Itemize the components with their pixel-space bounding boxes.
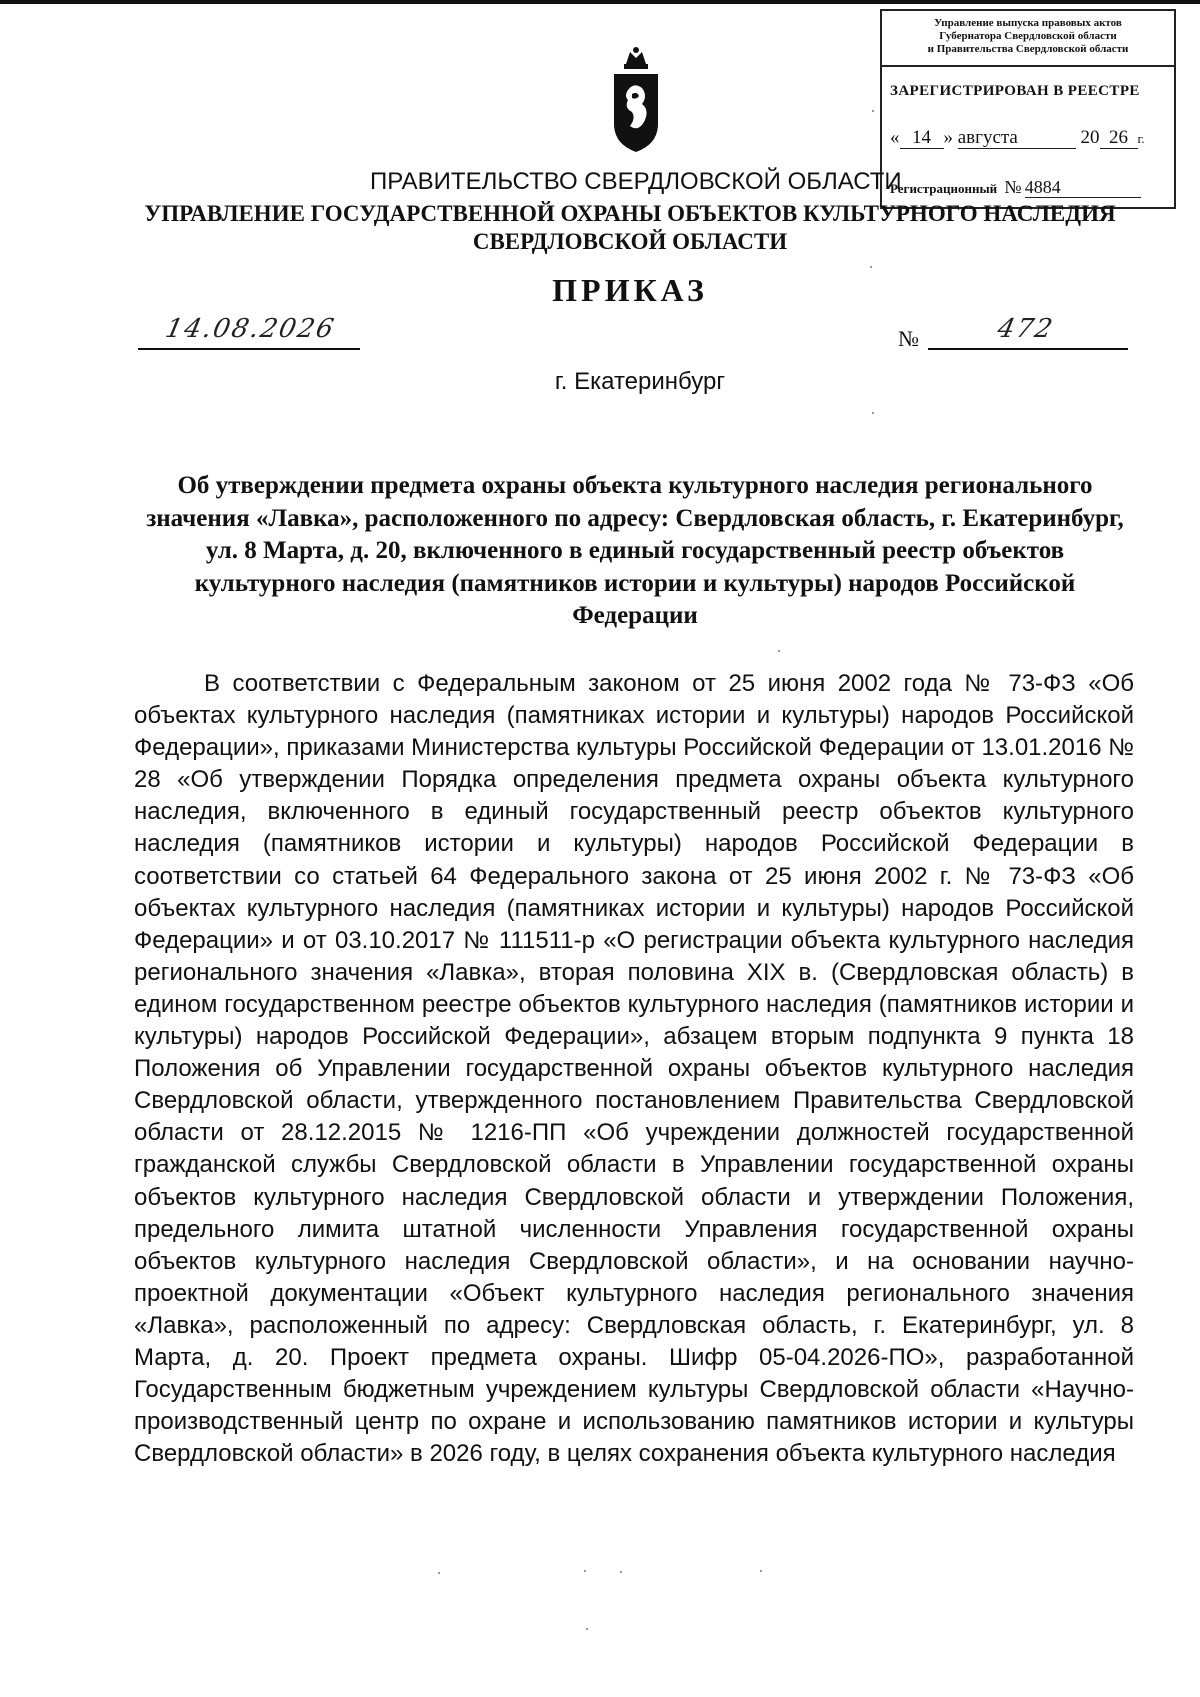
scan-speck <box>778 650 780 652</box>
government-name: ПРАВИТЕЛЬСТВО СВЕРДЛОВСКОЙ ОБЛАСТИ <box>370 168 902 195</box>
order-number-label: № <box>898 326 919 351</box>
registration-title: ЗАРЕГИСТРИРОВАН В РЕЕСТРЕ <box>890 83 1140 99</box>
scan-speck <box>620 1571 622 1573</box>
scan-speck <box>586 1628 588 1630</box>
coat-of-arms-icon <box>604 46 668 156</box>
quote-mark: » <box>943 127 953 148</box>
registration-year-suffix: 26 <box>1100 128 1138 149</box>
registration-number-row <box>890 177 1141 198</box>
city: г. Екатеринбург <box>554 368 726 395</box>
registration-date <box>890 127 1145 149</box>
department-line: СВЕРДЛОВСКОЙ ОБЛАСТИ <box>472 229 788 254</box>
scan-speck <box>438 1572 440 1574</box>
registration-number-label: Регистрационный <box>890 181 998 196</box>
scan-speck <box>760 1570 762 1572</box>
registration-stamp <box>880 9 1176 209</box>
registration-number: 4884 <box>1025 177 1141 198</box>
order-date-handwritten: 14.08.2026 <box>162 314 339 344</box>
order-number-handwritten: 472 <box>994 314 1057 344</box>
body-paragraph: В соответствии с Федеральным законом от 25 июня 2002 года № 73-ФЗ «Об объектах культурного наследия (памятниках истории и культуры) народов Российской Федерации», приказами Министерства культуры Российской Федерации от 13.01.2016 № 28 «Об утверждении Порядка определения предмета охраны объекта культурного наследия, включенного в единый государственный реестр объектов культурного наследия (памятников истории и культуры) народов Российской Федерации в соответствии со статьей 64 Федерального закона от 25 июня 2002 г. № 73-ФЗ «Об объектах культурного наследия (памятниках истории и культуры) народов Российской Федерации» и от 03.10.2017 № 111511-р «О регистрации объекта культурного наследия регионального значения «Лавка», вторая половина XIX в. (Свердловская область) в едином государственном реестре объектов культурного наследия (памятников истории и культуры) народов Российской Федерации», абзацем вторым подпункта 9 пункта 18 Положения об Управлении государственной охраны объектов культурного наследия Свердловской области, утвержденного постановлением Правительства Свердловской области от 28.12.2015 № 1216-ПП «Об учреждении должностей государственной гражданской службы Свердловской области в Управлении государственной охраны объектов культурного наследия Свердловской области и утверждении Положения, предельного лимита штатной численности Управления государственной охраны объектов культурного наследия Свердловской области», и на основании научно-проектной документации «Объект культурного наследия регионального значения «Лавка», расположенный по адресу: Свердловская область, г. Екатеринбург, ул. 8 Марта, д. 20. Проект предмета охраны. Шифр 05-04.2026-ПО», разработанной Государственным бюджетным учреждением культуры Свердловской области «Научно-производственный центр по охране и использованию памятников истории и культуры Свердловской области» в 2026 году, в целях сохранения объекта культурного наследия <box>134 670 1134 1468</box>
scan-speck <box>584 1570 586 1572</box>
department-line: УПРАВЛЕНИЕ ГОСУДАРСТВЕННОЙ ОХРАНЫ ОБЪЕКТОВ КУЛЬТУРНОГО НАСЛЕДИЯ <box>144 201 1116 226</box>
department-name <box>0 200 1200 256</box>
office-line: и Правительства Свердловской области <box>927 43 1129 55</box>
registration-day: 14 <box>900 128 944 149</box>
order-number-field <box>928 314 1128 350</box>
registration-year-abbr: г. <box>1137 131 1145 146</box>
order-title: Об утверждении предмета охраны объекта культурного наследия регионального значения «Лавка», расположенного по адресу: Свердловская область, г. Екатеринбург, ул. 8 Марта, д. 20, включенного в единый государственный реестр объектов культурного наследия (памятников истории и культуры) народов Российской Федерации <box>146 472 1124 629</box>
registration-office <box>882 11 1174 67</box>
registration-year-prefix: 20 <box>1080 127 1100 148</box>
office-line: Губернатора Свердловской области <box>939 30 1117 42</box>
number-sign: № <box>1004 177 1022 197</box>
scan-speck <box>870 266 872 268</box>
registration-month: августа <box>958 128 1076 149</box>
scan-top-edge <box>0 0 1200 4</box>
office-line: Управление выпуска правовых актов <box>934 17 1122 29</box>
quote-mark: « <box>890 127 900 148</box>
scan-speck <box>872 110 874 112</box>
order-date-field <box>138 314 360 350</box>
document-type: ПРИКАЗ <box>552 272 708 308</box>
scan-speck <box>872 412 874 414</box>
